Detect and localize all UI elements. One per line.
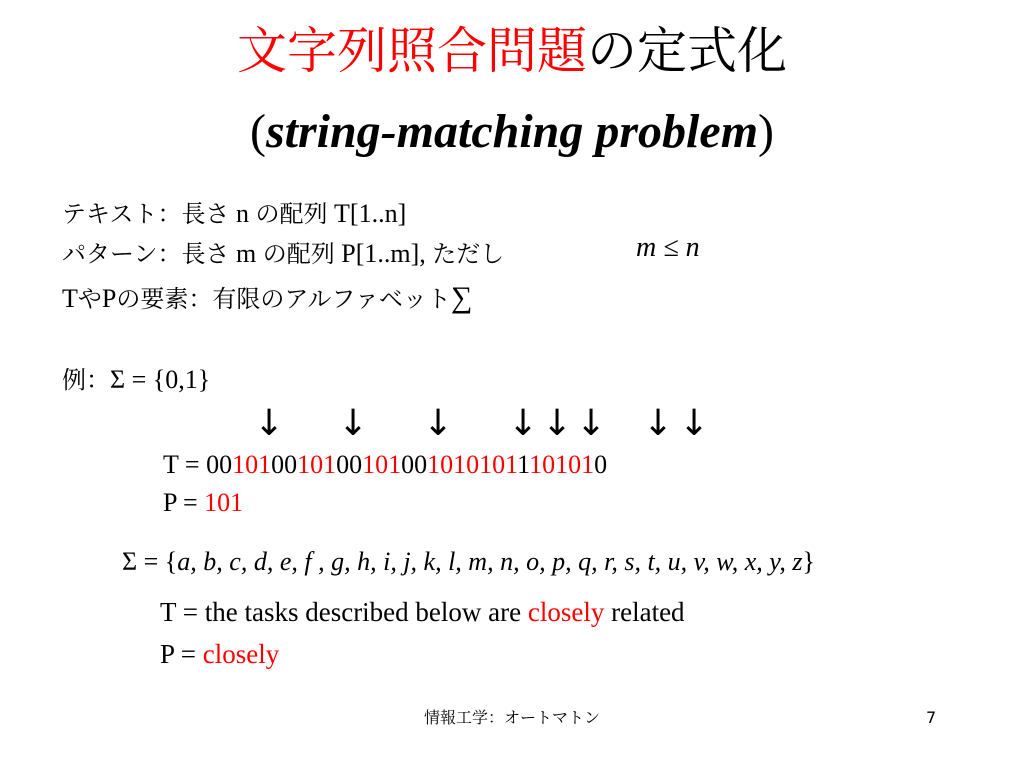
slide-title-en [0,102,1024,162]
slide-footer: 情報工学：オートマトン [423,708,600,727]
bit-segment: 00 [206,450,233,479]
match-arrow: ↓ [643,403,674,444]
bit-segment-match: 101 [297,450,337,479]
example2-pattern-line [160,636,279,672]
bit-segment: 00 [271,450,298,479]
pattern-prefix: P = [163,488,205,517]
def1-expr: T[1..n] [327,199,407,228]
bit-segment-match: 101 [362,450,402,479]
alphabet-letters: a, b, c, d, e, f , g, h, i, j, k, l, m, n, o, p, q, r, s, t, u, v, w, x, y, z [177,547,803,576]
match-arrow: ↓ [542,403,573,444]
example-label: 例 [62,366,86,394]
title-en-close-paren: ) [758,105,775,158]
def2-jp3: ただし [432,240,505,268]
example2-t-highlight: closely [527,597,605,627]
def2-jp2: の配列 [262,240,335,268]
bit-segment: 0 [594,450,608,479]
example2-p-value: closely [202,639,280,669]
example-line [62,362,210,398]
def3-t: T [62,284,78,313]
example-sigma: Σ = {0,1} [110,365,211,394]
bit-segment: 00 [336,450,363,479]
def3-jp2: の要素：有限のアルファベット [116,285,451,313]
match-arrow: ↓ [576,403,607,444]
bit-segment-match: 1010101 [427,450,518,479]
bit-segment-match: 10101 [529,450,595,479]
def3-jp: や [77,285,102,313]
bit-segment: 1 [517,450,530,479]
definition-text-line [62,196,406,232]
example-colon: ： [86,366,110,394]
alphabet-sigma: Σ [122,547,138,576]
def1-jp2: の配列 [255,200,328,228]
bit-segment-match: 101 [232,450,272,479]
example2-t-prefix: T = the tasks described below are [160,597,528,627]
match-arrow: ↓ [338,403,369,444]
sum-symbol: ∑ [450,281,473,314]
example2-p-prefix: P = [160,639,203,669]
alphabet-definition [122,544,815,580]
def2-expr: P[1..m], [334,239,433,268]
title-jp-highlight: 文字列照合問題 [237,22,587,80]
def2-jp: パターン：長さ [62,240,230,268]
alphabet-close: } [802,547,815,576]
title-jp-rest: の定式化 [587,22,787,80]
condition-math: m ≤ n [636,232,700,263]
def3-p: P [101,284,117,313]
example2-text-line [160,594,685,630]
pattern-line [163,486,243,520]
definition-pattern-line [62,236,504,272]
match-arrow: ↓ [254,403,285,444]
example2-t-suffix: related [604,597,685,627]
slide-title-jp [0,18,1024,84]
text-string-line [163,448,607,482]
alphabet-eq: = { [137,547,178,576]
match-arrow: ↓ [679,403,710,444]
def1-jp: テキスト：長さ [62,200,230,228]
definition-alphabet-line [62,280,472,317]
title-en-open-paren: ( [249,105,266,158]
bit-segment: 00 [401,450,428,479]
pattern-value: 101 [204,488,244,517]
text-string-prefix: T = [163,450,207,479]
match-arrow: ↓ [423,403,454,444]
title-en-italic: string-matching problem [265,105,759,158]
def2-var: m [229,239,263,268]
def1-var: n [229,199,256,228]
match-arrow: ↓ [508,403,539,444]
page-number: 7 [926,708,937,727]
